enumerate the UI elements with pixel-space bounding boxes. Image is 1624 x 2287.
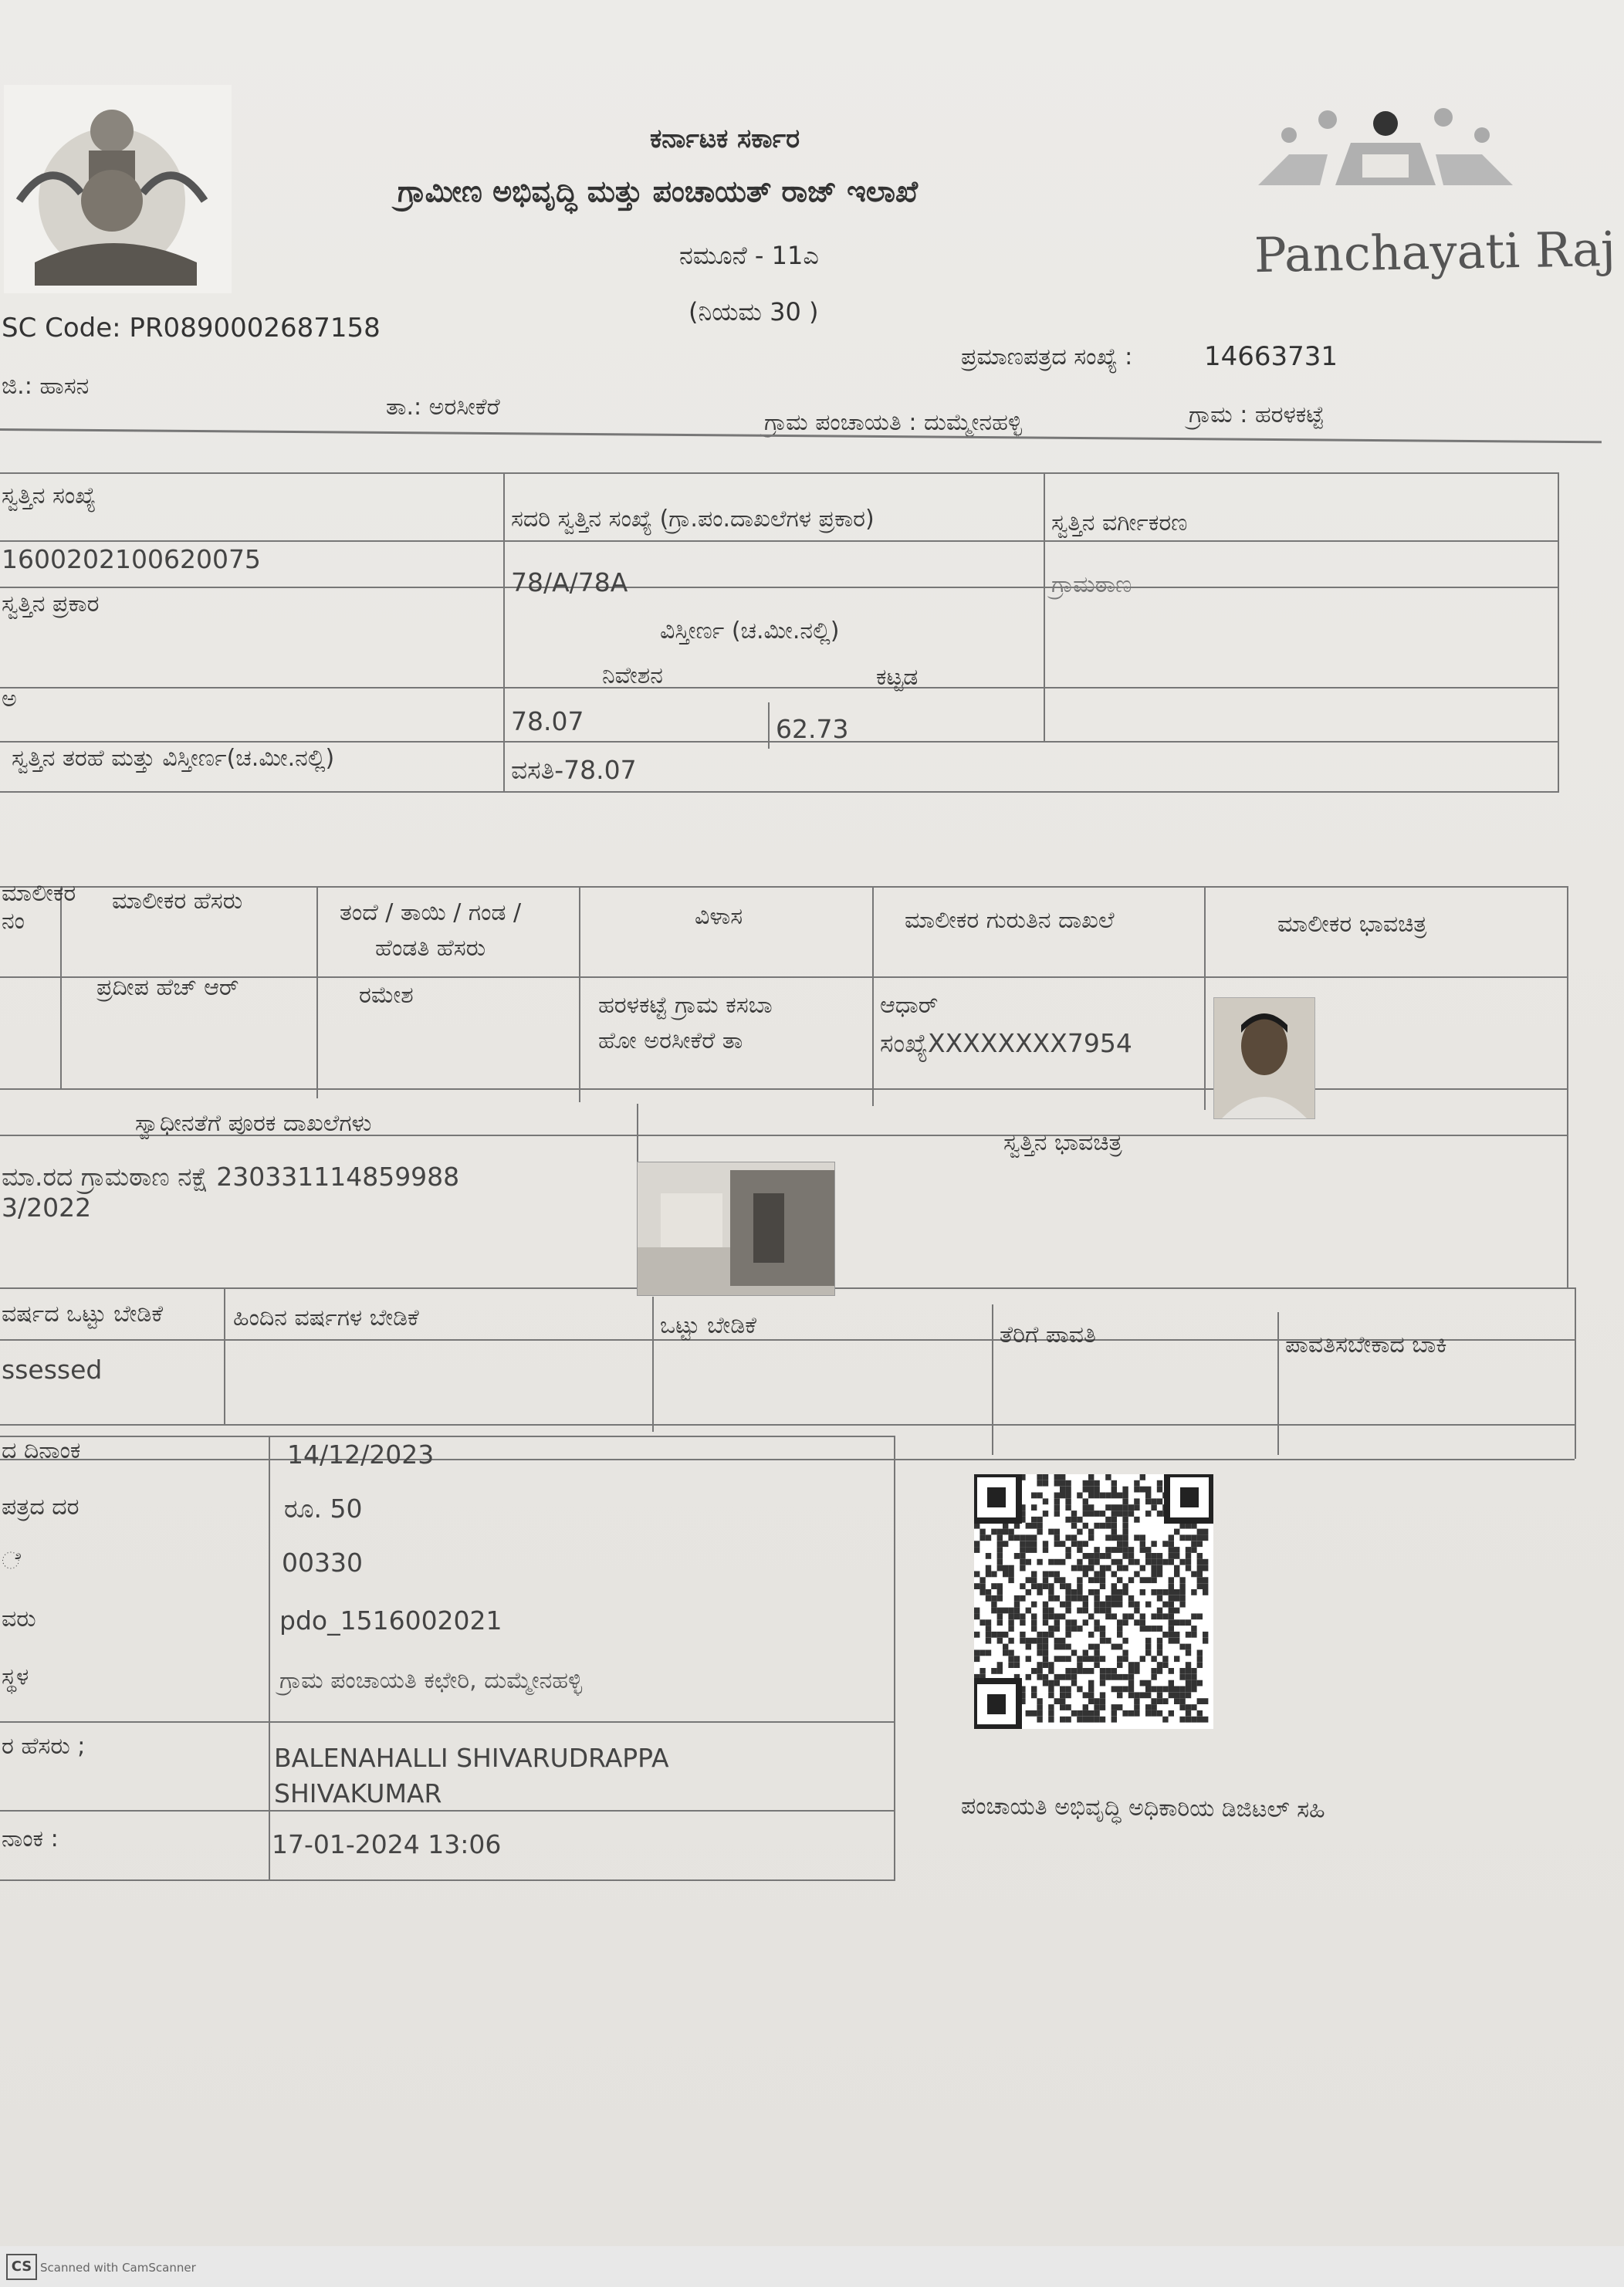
form-number: ನಮೂನೆ - 11ಎ — [679, 241, 819, 270]
rule-number: (ನಿಯಮ 30 ) — [689, 297, 819, 326]
address-header: ವಿಳಾಸ — [695, 903, 743, 930]
property-type-label: ಸ್ವತ್ತಿನ ಪ್ರಕಾರ — [2, 590, 100, 617]
table-line — [652, 1297, 654, 1432]
table-line — [1558, 472, 1559, 793]
issue-place: ಗ್ರಾಮ ಪಂಚಾಯತಿ ಕಛೇರಿ, ದುಮ್ಮೇನಹಳ್ಳಿ — [279, 1667, 583, 1694]
qr-code-icon — [974, 1474, 1213, 1729]
area-label: ವಿಸ್ತೀರ್ಣ (ಚ.ಮೀ.ನಲ್ಲಿ) — [660, 617, 840, 644]
classification: ಗ್ರಾಮಠಾಣ — [1051, 571, 1132, 598]
table-line — [0, 1088, 1567, 1090]
parent-name-header: ತಂದೆ / ತಾಯಿ / ಗಂಡ / ಹೆಂಡತಿ ಹೆಸರು — [340, 899, 522, 962]
place-label: ಸ್ಥಳ — [2, 1663, 29, 1690]
property-photo-header: ಸ್ವತ್ತಿನ ಭಾವಚಿತ್ರ — [1003, 1129, 1122, 1156]
parent-name: ರಮೇಶ — [359, 982, 414, 1009]
panchayati-raj-logo-icon — [1243, 100, 1536, 193]
table-line — [1567, 886, 1568, 1287]
table-line — [0, 1424, 1575, 1426]
sadhari-number: 78/A/78A — [511, 567, 628, 597]
table-line — [0, 587, 1559, 588]
table-line — [0, 687, 1559, 688]
table-line — [503, 472, 505, 791]
table-line — [1575, 1287, 1576, 1459]
tax-paid-header: ತೆರಿಗೆ ಪಾವತಿ — [1000, 1321, 1096, 1348]
issued-by-label: ವರು — [2, 1605, 36, 1632]
signed-date: 17-01-2024 13:06 — [272, 1829, 502, 1859]
building-area-label: ಕಟ್ಟಡ — [876, 664, 919, 691]
owner-id-type: ಆಧಾರ್ — [880, 992, 939, 1019]
ownership-doc-number: ಮಾ.ರದ ಗ್ರಾಮಠಾಣ ನಕ್ಷೆ 230331114859988 — [2, 1162, 460, 1192]
owner-name: ಪ್ರದೀಪ ಹೆಚ್ ಆರ್ — [96, 974, 239, 1001]
owner-photo — [1213, 997, 1315, 1119]
owner-id-number: ಸಂಖ್ಯೆXXXXXXXX7954 — [880, 1028, 1132, 1058]
certificate-number-label: ಪ್ರಮಾಣಪತ್ರದ ಸಂಖ್ಯೆ : — [961, 343, 1133, 370]
issued-by: pdo_1516002021 — [279, 1605, 502, 1636]
scanner-watermark: Scanned with CamScanner — [40, 2261, 196, 2275]
table-line — [0, 1459, 1575, 1460]
officer-name-label: ರ ಹೆಸರು ; — [2, 1733, 86, 1760]
govt-title: ಕರ್ನಾಟಕ ಸರ್ಕಾರ — [650, 123, 800, 154]
table-line — [768, 702, 770, 749]
previous-years-tax-header: ಹಿಂದಿನ ವರ್ಷಗಳ ಬೇಡಿಕೆ — [233, 1304, 419, 1331]
ownership-docs-header: ಸ್ವಾಧೀನತೆಗೆ ಪೂರಕ ದಾಖಲೆಗಳು — [135, 1110, 372, 1137]
digital-signature-label: ಪಂಚಾಯತಿ ಅಭಿವೃದ್ಧಿ ಅಧಿಕಾರಿಯ ಡಿಜಿಟಲ್ ಸಹಿ — [960, 1792, 1325, 1824]
signed-date-label: ನಾಂಕ : — [2, 1825, 59, 1852]
property-number: 1600202100620075 — [2, 544, 261, 574]
table-line — [0, 540, 1559, 542]
district-label: ಜಿ.: ಹಾಸನ — [2, 373, 90, 400]
gram-panchayat-label: ಗ್ರಾಮ ಪಂಚಾಯತಿ : ದುಮ್ಮೇನಹಳ್ಳಿ — [764, 409, 1023, 436]
taluk-label: ತಾ.: ಅರಸೀಕೆರೆ — [386, 394, 500, 421]
property-row-label: ಅ — [2, 685, 17, 712]
table-line — [0, 1879, 895, 1881]
site-area: 78.07 — [511, 706, 584, 736]
current-year-tax-header: ವರ್ಷದ ಒಟ್ಟು ಬೇಡಿಕೆ — [2, 1301, 164, 1328]
table-line — [872, 886, 874, 1106]
table-line — [894, 1436, 895, 1881]
owner-name-header: ಮಾಲೀಕರ ಹೆಸರು — [112, 888, 243, 915]
property-nature-area-label: ಸ್ವತ್ತಿನ ತರಹೆ ಮತ್ತು ವಿಸ್ತೀರ್ಣ(ಚ.ಮೀ.ನಲ್ಲಿ) — [12, 745, 335, 772]
table-line — [269, 1436, 270, 1879]
fee-amount: ರೂ. 50 — [284, 1494, 363, 1524]
table-line — [0, 1436, 895, 1437]
tax-assessed-status: ssessed — [2, 1355, 103, 1385]
table-line — [224, 1289, 225, 1424]
receipt-label: ೆ — [2, 1548, 21, 1575]
table-line — [992, 1304, 993, 1455]
table-line — [0, 791, 1559, 793]
certificate-number: 14663731 — [1204, 341, 1338, 372]
owner-photo-header: ಮಾಲೀಕರ ಭಾವಚಿತ್ರ — [1277, 911, 1427, 938]
owner-number-header: ಮಾಲೀಕರ ನಂ — [2, 880, 76, 935]
table-line — [1044, 472, 1045, 743]
sadhari-number-label: ಸದರಿ ಸ್ವತ್ತಿನ ಸಂಖ್ಯೆ (ಗ್ರಾ.ಪಂ.ದಾಖಲೆಗಳ ಪ್ರಕಾರ) — [511, 506, 875, 533]
building-area: 62.73 — [776, 714, 849, 744]
table-line — [0, 472, 1559, 474]
ownership-doc-date: 3/2022 — [2, 1193, 92, 1223]
site-area-label: ನಿವೇಶನ — [602, 662, 663, 689]
department-title: ಗ್ರಾಮೀಣ ಅಭಿವೃದ್ಧಿ ಮತ್ತು ಪಂಚಾಯತ್ ರಾಜ್ ಇಲಾಖೆ — [398, 174, 919, 208]
balance-due-header: ಪಾವತಿಸಬೇಕಾದ ಬಾಕಿ — [1285, 1331, 1447, 1358]
classification-label: ಸ್ವತ್ತಿನ ವರ್ಗೀಕರಣ — [1051, 509, 1188, 536]
property-number-label: ಸ್ವತ್ತಿನ ಸಂಖ್ಯೆ — [2, 482, 96, 509]
karnataka-emblem-icon — [4, 85, 232, 293]
scanner-footer — [0, 2246, 1624, 2287]
camscanner-logo-icon: CS — [6, 2254, 37, 2280]
issue-date: 14/12/2023 — [287, 1440, 435, 1470]
table-line — [1277, 1312, 1279, 1455]
fee-label: ಪತ್ರದ ದರ — [2, 1494, 80, 1521]
nature-area: ವಸತಿ-78.07 — [511, 755, 637, 785]
receipt-number: 00330 — [282, 1548, 363, 1578]
sc-code: SC Code: PR0890002687158 — [2, 313, 381, 343]
table-line — [1204, 886, 1206, 1110]
property-photo — [637, 1162, 835, 1296]
officer-name: BALENAHALLI SHIVARUDRAPPA SHIVAKUMAR — [274, 1743, 669, 1808]
table-line — [0, 1721, 895, 1723]
table-line — [579, 886, 580, 1102]
owner-address: ಹರಳಕಟ್ಟೆ ಗ್ರಾಮ ಕಸಬಾ ಹೋ ಅರಸೀಕೆರೆ ತಾ — [598, 992, 773, 1054]
total-demand-header: ಒಟ್ಟು ಬೇಡಿಕೆ — [660, 1312, 756, 1339]
issue-date-label: ದ ದಿನಾಂಕ — [2, 1437, 81, 1464]
panchayati-raj-title: Panchayati Raj — [1254, 220, 1616, 284]
village-label: ಗ್ರಾಮ : ಹರಳಕಟ್ಟೆ — [1189, 401, 1325, 428]
owner-id-header: ಮಾಲೀಕರ ಗುರುತಿನ ದಾಖಲೆ — [905, 907, 1115, 934]
table-line — [316, 886, 318, 1098]
